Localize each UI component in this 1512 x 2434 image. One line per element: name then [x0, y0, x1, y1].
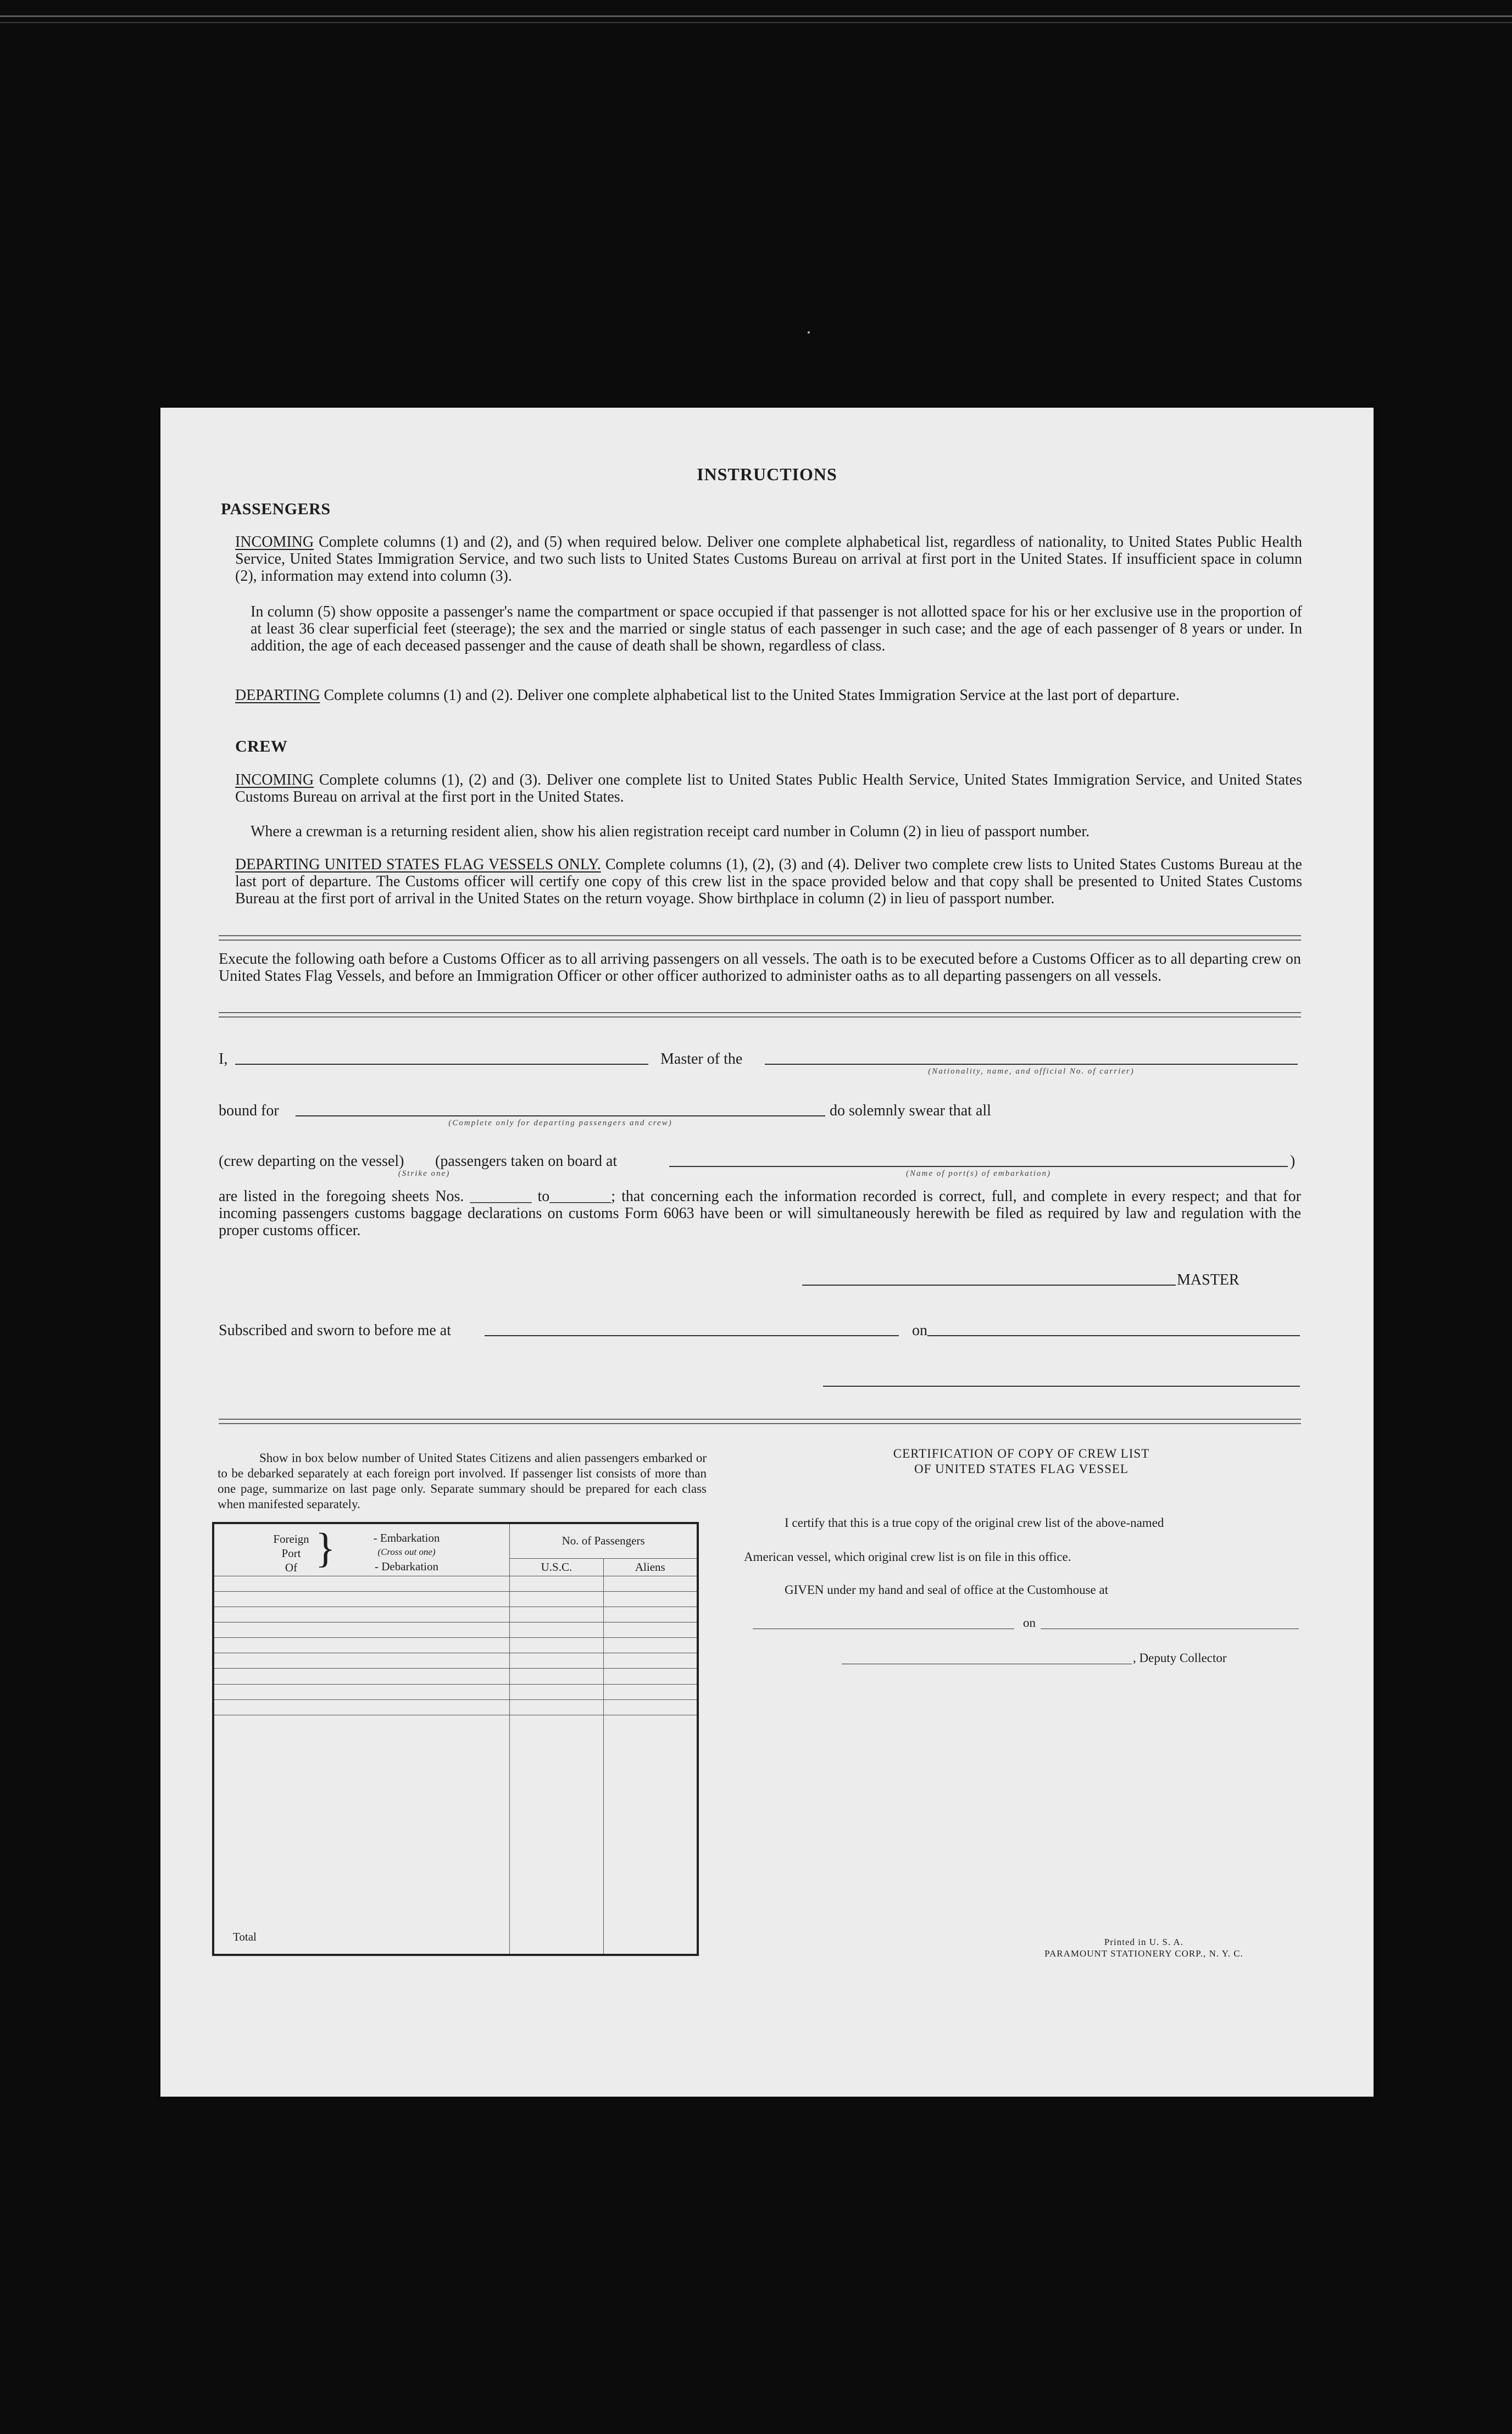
embarkation-option[interactable]: - Embarkation: [373, 1531, 440, 1544]
aliens-cell[interactable]: [603, 1684, 698, 1699]
aliens-cell[interactable]: [603, 1699, 698, 1715]
usc-cell[interactable]: [510, 1638, 603, 1653]
usc-cell[interactable]: [510, 1669, 603, 1684]
passengers-incoming-paragraph: [235, 534, 1302, 585]
deputy-collector-label: , Deputy Collector: [1133, 1651, 1227, 1665]
certify-text: I certify that this is a true copy of the original crew list of the above-named: [785, 1516, 1164, 1530]
usc-cell[interactable]: [510, 1576, 603, 1591]
embarkation-ports-field[interactable]: [669, 1166, 1288, 1167]
total-aliens-cell[interactable]: [603, 1715, 698, 1955]
usc-cell[interactable]: [510, 1607, 603, 1622]
instructions-title: INSTRUCTIONS: [697, 464, 837, 484]
subscribed-label: Subscribed and sworn to before me at: [219, 1322, 451, 1339]
sworn-date-field[interactable]: [927, 1335, 1300, 1336]
port-cell[interactable]: [213, 1622, 510, 1637]
debarkation-option[interactable]: - Debarkation: [374, 1560, 439, 1573]
destination-field[interactable]: [296, 1115, 825, 1116]
oath-intro: Execute the following oath before a Customs Officer as to all arriving passengers on all vessels. The oath is to be executed before a Customs Officer as to all departing crew on United States Flag Vessels, and before an Immigration Officer or other officer authorized to administer oaths as to all departing passengers on all vessels.: [219, 951, 1301, 985]
port-cell[interactable]: [213, 1699, 510, 1715]
master-signature-field[interactable]: [802, 1285, 1176, 1286]
departing-hint: (Complete only for departing passengers and crew): [448, 1119, 672, 1127]
summary-note: Show in box below number of United States Citizens and alien passengers embarked or to be debarked separately at each foreign port involved. If passenger list consists of more than one page, summarize on last page only. Separate summary should be prepared for each class when manifested separately.: [218, 1451, 707, 1511]
aliens-cell[interactable]: [603, 1653, 698, 1669]
passengers-taken-option[interactable]: (passengers taken on board at: [435, 1153, 618, 1170]
brace-icon: }: [315, 1525, 336, 1571]
passengers-column5-paragraph: In column (5) show opposite a passenger's name the compartment or space occupied if that passenger is not allotted space for his or her exclusive use in the proportion of at least 36 clear superficial feet (steerage); the sex and the married or single status of each passenger in such case; and the age of each passenger of 8 years or under. In addition, the age of each deceased passenger and the cause of death shall be shown, regardless of class.: [251, 603, 1302, 654]
crew-departing-text: Complete columns (1), (2), (3) and (4). Deliver two complete crew lists to United States Customs Bureau at the last port of departure. The Customs officer will certify one copy of this crew list in the space provided below and that copy shall be presented to United States Customs Bureau at the first port of arrival in the United States on the return voyage. Show birthplace in column (2) in lieu of passport number.: [235, 856, 1302, 907]
sworn-place-field[interactable]: [485, 1335, 899, 1336]
port-cell[interactable]: [213, 1638, 510, 1653]
form-sheet: [160, 408, 1374, 2097]
listed-statement: are listed in the foregoing sheets Nos. ________ to________; that concerning each the information recorded is correct, full, and complete in every respect; and that for incoming passengers customs baggage declarations on customs Form 6063 have been or will simultaneously herewith be filed as required by law and regulation with the proper customs officer.: [219, 1188, 1301, 1239]
crew-heading: CREW: [235, 737, 288, 755]
given-text: GIVEN under my hand and seal of office at the Customhouse at: [785, 1583, 1109, 1597]
total-label: Total: [213, 1715, 510, 1955]
aliens-cell[interactable]: [603, 1622, 698, 1637]
officer-signature-field[interactable]: [823, 1386, 1300, 1387]
carrier-field[interactable]: [765, 1064, 1298, 1065]
port-cell[interactable]: [213, 1669, 510, 1684]
passengers-incoming-label: INCOMING: [235, 534, 314, 551]
port-cell[interactable]: [213, 1607, 510, 1622]
divider: [219, 1012, 1301, 1018]
no-of-passengers-header: No. of Passengers: [510, 1523, 698, 1558]
passengers-departing-paragraph: [235, 687, 1302, 704]
passenger-summary-table: [212, 1522, 699, 1956]
aliens-cell[interactable]: [603, 1591, 698, 1607]
crew-incoming-label: INCOMING: [235, 771, 314, 788]
aliens-header: Aliens: [603, 1558, 698, 1576]
certification-title: CERTIFICATION OF COPY OF CREW LIST OF UNITED STATES FLAG VESSEL: [893, 1447, 1150, 1476]
printer-imprint: Printed in U. S. A. PARAMOUNT STATIONERY CORP., N. Y. C.: [1044, 1937, 1243, 1959]
aliens-cell[interactable]: [603, 1669, 698, 1684]
master-of-the-label: Master of the: [660, 1051, 743, 1068]
crew-departing-label: DEPARTING UNITED STATES FLAG VESSELS ONLY.: [235, 856, 601, 873]
oath-i-label: I,: [219, 1051, 228, 1068]
crew-departing-option[interactable]: (crew departing on the vessel): [219, 1153, 404, 1170]
usc-cell[interactable]: [510, 1591, 603, 1607]
master-label: MASTER: [1177, 1271, 1239, 1288]
crew-departing-paragraph: [235, 856, 1302, 907]
usc-header: U.S.C.: [510, 1558, 603, 1576]
usc-cell[interactable]: [510, 1653, 603, 1669]
foreign-port-of-label: Foreign Port Of: [273, 1532, 309, 1574]
divider: [219, 935, 1301, 941]
cert-on-label: on: [1023, 1616, 1036, 1630]
passengers-heading: PASSENGERS: [221, 500, 331, 518]
close-paren: ): [1290, 1153, 1296, 1170]
port-cell[interactable]: [213, 1653, 510, 1669]
master-name-field[interactable]: [235, 1064, 648, 1065]
bound-for-label: bound for: [219, 1102, 279, 1119]
divider: [219, 1419, 1301, 1424]
cross-out-hint: (Cross out one): [377, 1547, 436, 1557]
port-cell[interactable]: [213, 1576, 510, 1591]
crew-incoming-text: Complete columns (1), (2) and (3). Deliver one complete list to United States Public Health Service, United States Immigration Service, and United States Customs Bureau on arrival at the first port in the United States.: [235, 771, 1302, 805]
total-usc-cell[interactable]: [510, 1715, 603, 1955]
port-cell[interactable]: [213, 1684, 510, 1699]
carrier-hint: (Nationality, name, and official No. of carrier): [928, 1067, 1135, 1076]
embark-debark-options: [363, 1531, 451, 1574]
strike-one-hint: (Strike one): [398, 1169, 451, 1178]
passengers-incoming-text: Complete columns (1) and (2), and (5) when required below. Deliver one complete alphabetical list, regardless of nationality, to United States Public Health Service, United States Immigration Service, and two such lists to United States Customs Bureau on arrival at first port in the United States. If insufficient space in column (2), information may extend into column (3).: [235, 534, 1302, 585]
swear-text: do solemnly swear that all: [830, 1102, 991, 1119]
passengers-departing-text: Complete columns (1) and (2). Deliver one complete alphabetical list to the United States Immigration Service at the last port of departure.: [320, 687, 1180, 704]
crew-resident-paragraph: Where a crewman is a returning resident alien, show his alien registration receipt card number in Column (2) in lieu of passport number.: [251, 823, 1090, 840]
passengers-departing-label: DEPARTING: [235, 687, 320, 704]
ports-hint: (Name of port(s) of embarkation): [906, 1169, 1051, 1178]
usc-cell[interactable]: [510, 1699, 603, 1715]
aliens-cell[interactable]: [603, 1576, 698, 1591]
crew-incoming-paragraph: [235, 771, 1302, 805]
sworn-on-label: on: [912, 1322, 927, 1339]
aliens-cell[interactable]: [603, 1607, 698, 1622]
port-header-cell: [213, 1523, 510, 1576]
aliens-cell[interactable]: [603, 1638, 698, 1653]
usc-cell[interactable]: [510, 1622, 603, 1637]
port-cell[interactable]: [213, 1591, 510, 1607]
american-vessel-text: American vessel, which original crew list is on file in this office.: [744, 1550, 1071, 1564]
usc-cell[interactable]: [510, 1684, 603, 1699]
